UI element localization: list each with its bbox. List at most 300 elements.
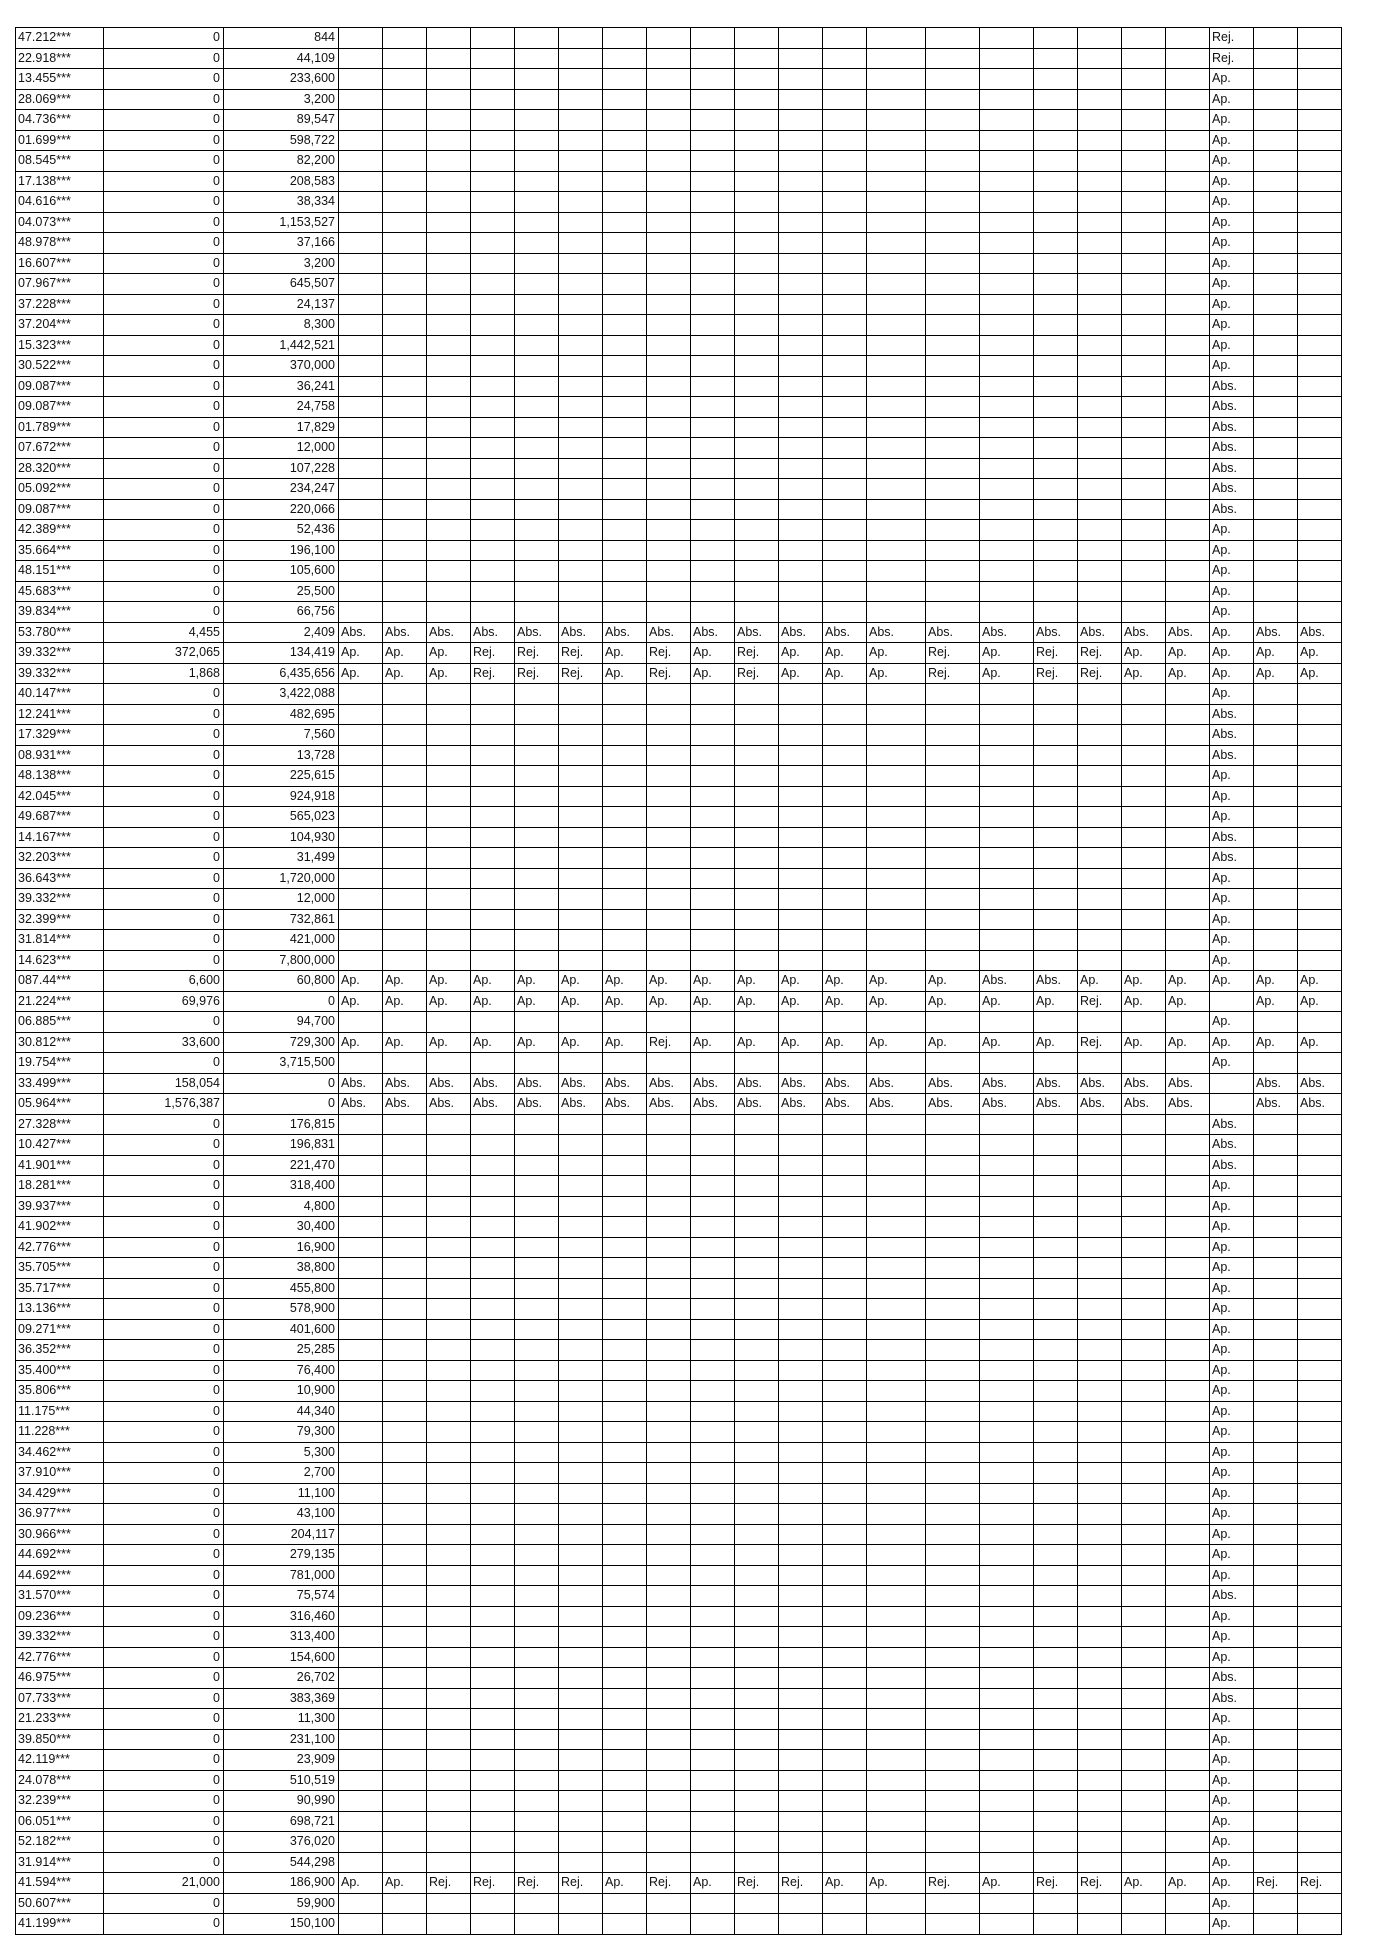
vote-cell xyxy=(1078,1627,1122,1648)
vote-cell xyxy=(515,950,559,971)
vote-cell xyxy=(339,1422,383,1443)
vote-cell: Abs. xyxy=(1254,622,1298,643)
vote-cell xyxy=(515,1176,559,1197)
shares-cell: 0 xyxy=(104,1729,224,1750)
vote-cell xyxy=(427,561,471,582)
vote-cell xyxy=(515,151,559,172)
vote-cell xyxy=(647,1791,691,1812)
vote-cell: Ap. xyxy=(1210,130,1254,151)
shareholder-id-cell: 39.332*** xyxy=(16,643,104,664)
vote-cell xyxy=(1166,848,1210,869)
vote-cell: Ap. xyxy=(1210,581,1254,602)
vote-cell xyxy=(980,1852,1034,1873)
vote-cell xyxy=(1034,1340,1078,1361)
vote-cell xyxy=(867,1729,926,1750)
vote-cell xyxy=(471,1545,515,1566)
vote-cell xyxy=(471,294,515,315)
vote-cell xyxy=(823,1852,867,1873)
vote-cell xyxy=(515,479,559,500)
vote-cell: Abs. xyxy=(1210,848,1254,869)
vote-cell xyxy=(1078,89,1122,110)
vote-cell: Abs. xyxy=(339,1073,383,1094)
vote-cell xyxy=(1034,1627,1078,1648)
vote-cell xyxy=(926,1012,980,1033)
vote-cell xyxy=(1254,1852,1298,1873)
vote-cell: Ap. xyxy=(691,643,735,664)
vote-cell xyxy=(1254,1340,1298,1361)
vote-cell xyxy=(603,725,647,746)
vote-cell xyxy=(779,233,823,254)
vote-cell xyxy=(471,1053,515,1074)
vote-cell xyxy=(823,1524,867,1545)
vote-cell xyxy=(1166,1791,1210,1812)
vote-cell xyxy=(867,1278,926,1299)
vote-cell xyxy=(471,335,515,356)
vote-cell xyxy=(515,684,559,705)
vote-cell xyxy=(1254,110,1298,131)
vote-cell: Ap. xyxy=(823,1873,867,1894)
vote-cell: Ap. xyxy=(1210,1893,1254,1914)
vote-cell xyxy=(471,848,515,869)
vote-cell xyxy=(427,1442,471,1463)
vote-cell: Ap. xyxy=(1210,1299,1254,1320)
vote-cell xyxy=(1298,1729,1342,1750)
vote-cell xyxy=(427,315,471,336)
vote-cell: Abs. xyxy=(1034,1094,1078,1115)
vote-cell: Ap. xyxy=(1078,971,1122,992)
vote-cell xyxy=(647,704,691,725)
vote-cell xyxy=(926,1586,980,1607)
vote-cell xyxy=(1034,192,1078,213)
vote-cell xyxy=(980,48,1034,69)
vote-cell xyxy=(1078,1422,1122,1443)
vote-cell xyxy=(980,479,1034,500)
vote-cell xyxy=(427,1504,471,1525)
vote-cell xyxy=(339,1729,383,1750)
vote-cell xyxy=(735,1832,779,1853)
vote-cell xyxy=(779,1176,823,1197)
vote-cell xyxy=(471,89,515,110)
vote-cell xyxy=(1034,1319,1078,1340)
vote-cell xyxy=(867,602,926,623)
vote-cell xyxy=(603,1565,647,1586)
vote-cell xyxy=(1298,233,1342,254)
vote-cell xyxy=(735,1770,779,1791)
vote-cell: Abs. xyxy=(926,1073,980,1094)
vote-cell xyxy=(1254,868,1298,889)
vote-cell xyxy=(1122,110,1166,131)
vote-cell xyxy=(339,1688,383,1709)
shares-cell: 0 xyxy=(104,130,224,151)
votes-cell: 44,109 xyxy=(224,48,339,69)
vote-cell: Abs. xyxy=(867,1094,926,1115)
votes-cell: 729,300 xyxy=(224,1032,339,1053)
vote-cell xyxy=(1078,48,1122,69)
shareholder-id-cell: 30.522*** xyxy=(16,356,104,377)
vote-cell xyxy=(383,69,427,90)
votes-cell: 75,574 xyxy=(224,1586,339,1607)
table-row xyxy=(16,1258,1342,1279)
shares-cell: 0 xyxy=(104,1627,224,1648)
vote-cell: Ap. xyxy=(1122,1032,1166,1053)
vote-cell xyxy=(823,868,867,889)
vote-cell xyxy=(1166,1278,1210,1299)
vote-cell xyxy=(647,1688,691,1709)
vote-cell xyxy=(779,1463,823,1484)
vote-cell xyxy=(339,1914,383,1935)
vote-cell xyxy=(383,1914,427,1935)
vote-cell xyxy=(867,1586,926,1607)
vote-cell xyxy=(926,356,980,377)
vote-cell xyxy=(383,1832,427,1853)
vote-cell xyxy=(735,1914,779,1935)
vote-cell: Ap. xyxy=(1210,1012,1254,1033)
vote-cell xyxy=(1122,1483,1166,1504)
vote-cell xyxy=(559,1914,603,1935)
votes-cell: 24,758 xyxy=(224,397,339,418)
vote-cell: Ap. xyxy=(1210,1258,1254,1279)
vote-cell xyxy=(647,315,691,336)
vote-cell xyxy=(1122,233,1166,254)
vote-cell xyxy=(1122,704,1166,725)
votes-cell: 225,615 xyxy=(224,766,339,787)
vote-cell xyxy=(1078,233,1122,254)
votes-cell: 0 xyxy=(224,1073,339,1094)
votes-cell: 316,460 xyxy=(224,1606,339,1627)
vote-cell xyxy=(603,1012,647,1033)
vote-cell xyxy=(980,950,1034,971)
vote-cell xyxy=(779,1586,823,1607)
vote-cell xyxy=(1254,602,1298,623)
vote-cell xyxy=(735,69,779,90)
vote-cell xyxy=(603,848,647,869)
vote-cell xyxy=(559,1422,603,1443)
vote-cell xyxy=(1298,89,1342,110)
vote-cell xyxy=(559,212,603,233)
shares-cell: 0 xyxy=(104,786,224,807)
vote-cell xyxy=(1034,48,1078,69)
vote-cell xyxy=(735,1155,779,1176)
vote-cell xyxy=(515,1688,559,1709)
table-row xyxy=(16,458,1342,479)
vote-cell: Abs. xyxy=(980,622,1034,643)
vote-cell xyxy=(1078,1196,1122,1217)
votes-cell: 578,900 xyxy=(224,1299,339,1320)
vote-cell xyxy=(1122,930,1166,951)
vote-cell xyxy=(1166,458,1210,479)
vote-cell: Abs. xyxy=(1210,1586,1254,1607)
vote-cell xyxy=(1078,930,1122,951)
shareholder-id-cell: 44.692*** xyxy=(16,1565,104,1586)
vote-cell xyxy=(1078,376,1122,397)
shareholder-id-cell: 49.687*** xyxy=(16,807,104,828)
vote-cell xyxy=(779,397,823,418)
vote-cell: Ap. xyxy=(867,991,926,1012)
vote-cell xyxy=(1078,1012,1122,1033)
vote-cell xyxy=(691,479,735,500)
vote-cell xyxy=(1166,89,1210,110)
vote-cell xyxy=(1122,889,1166,910)
vote-cell xyxy=(779,1668,823,1689)
vote-cell xyxy=(559,827,603,848)
vote-cell xyxy=(691,356,735,377)
vote-cell: Abs. xyxy=(1210,376,1254,397)
vote-cell xyxy=(867,1914,926,1935)
shareholder-id-cell: 16.607*** xyxy=(16,253,104,274)
vote-cell xyxy=(867,520,926,541)
vote-cell xyxy=(471,1463,515,1484)
vote-cell xyxy=(1254,889,1298,910)
vote-cell xyxy=(1254,766,1298,787)
shares-cell: 6,600 xyxy=(104,971,224,992)
vote-cell xyxy=(779,1627,823,1648)
shareholder-id-cell: 11.175*** xyxy=(16,1401,104,1422)
table-row xyxy=(16,1586,1342,1607)
vote-cell xyxy=(603,1278,647,1299)
shares-cell: 0 xyxy=(104,1565,224,1586)
vote-cell xyxy=(1254,1053,1298,1074)
vote-cell xyxy=(823,1668,867,1689)
vote-cell xyxy=(1166,1155,1210,1176)
vote-cell xyxy=(427,1709,471,1730)
shares-cell: 0 xyxy=(104,1053,224,1074)
vote-cell xyxy=(559,1360,603,1381)
vote-cell xyxy=(735,868,779,889)
vote-cell xyxy=(339,212,383,233)
vote-cell xyxy=(471,192,515,213)
shares-cell: 0 xyxy=(104,1545,224,1566)
vote-cell xyxy=(867,1381,926,1402)
vote-cell: Abs. xyxy=(427,1094,471,1115)
shares-cell: 0 xyxy=(104,417,224,438)
vote-cell xyxy=(867,356,926,377)
shareholder-id-cell: 24.078*** xyxy=(16,1770,104,1791)
vote-cell xyxy=(926,807,980,828)
vote-cell xyxy=(779,950,823,971)
vote-cell xyxy=(427,212,471,233)
shareholder-id-cell: 17.329*** xyxy=(16,725,104,746)
vote-cell xyxy=(691,868,735,889)
vote-cell xyxy=(647,1217,691,1238)
table-row xyxy=(16,1750,1342,1771)
vote-cell xyxy=(339,1586,383,1607)
vote-cell: Rej. xyxy=(1078,1873,1122,1894)
vote-cell: Abs. xyxy=(980,1073,1034,1094)
vote-cell xyxy=(471,253,515,274)
vote-cell: Ap. xyxy=(1210,663,1254,684)
vote-cell xyxy=(559,192,603,213)
table-row xyxy=(16,1155,1342,1176)
vote-cell xyxy=(383,294,427,315)
vote-cell xyxy=(515,1442,559,1463)
vote-cell xyxy=(515,1114,559,1135)
vote-cell xyxy=(1034,1483,1078,1504)
vote-cell: Ap. xyxy=(603,643,647,664)
vote-cell xyxy=(1298,397,1342,418)
vote-cell xyxy=(1166,561,1210,582)
vote-cell xyxy=(1078,1053,1122,1074)
vote-cell xyxy=(867,1237,926,1258)
vote-cell xyxy=(1298,540,1342,561)
vote-cell xyxy=(339,1668,383,1689)
vote-cell xyxy=(1254,253,1298,274)
votes-cell: 220,066 xyxy=(224,499,339,520)
vote-cell xyxy=(1166,1360,1210,1381)
table-row xyxy=(16,1647,1342,1668)
votes-cell: 233,600 xyxy=(224,69,339,90)
vote-cell xyxy=(926,171,980,192)
vote-cell xyxy=(1034,1791,1078,1812)
vote-cell xyxy=(980,171,1034,192)
vote-cell: Ap. xyxy=(980,1873,1034,1894)
vote-cell xyxy=(823,1627,867,1648)
vote-cell xyxy=(647,684,691,705)
vote-cell xyxy=(1078,151,1122,172)
vote-cell xyxy=(691,1176,735,1197)
vote-cell xyxy=(427,1627,471,1648)
votes-cell: 25,285 xyxy=(224,1340,339,1361)
vote-cell xyxy=(779,909,823,930)
vote-cell xyxy=(1122,807,1166,828)
vote-cell xyxy=(823,315,867,336)
vote-cell xyxy=(383,1483,427,1504)
vote-cell xyxy=(515,1627,559,1648)
vote-cell xyxy=(515,499,559,520)
vote-cell: Ap. xyxy=(1298,643,1342,664)
vote-cell xyxy=(1254,1647,1298,1668)
votes-cell: 94,700 xyxy=(224,1012,339,1033)
vote-cell xyxy=(1166,1012,1210,1033)
vote-cell xyxy=(735,950,779,971)
vote-cell: Ap. xyxy=(691,971,735,992)
vote-cell xyxy=(1254,950,1298,971)
vote-cell xyxy=(980,274,1034,295)
vote-cell xyxy=(471,1299,515,1320)
vote-cell xyxy=(1254,1504,1298,1525)
vote-cell: Rej. xyxy=(559,663,603,684)
shares-cell: 0 xyxy=(104,356,224,377)
vote-cell xyxy=(1034,315,1078,336)
vote-cell xyxy=(1254,745,1298,766)
vote-cell xyxy=(691,930,735,951)
vote-cell xyxy=(383,130,427,151)
vote-cell xyxy=(647,1524,691,1545)
vote-cell: Rej. xyxy=(471,1873,515,1894)
vote-cell xyxy=(471,1278,515,1299)
vote-cell xyxy=(926,1504,980,1525)
votes-cell: 66,756 xyxy=(224,602,339,623)
vote-cell: Ap. xyxy=(427,991,471,1012)
vote-cell xyxy=(1078,212,1122,233)
table-row xyxy=(16,212,1342,233)
vote-cell xyxy=(1034,561,1078,582)
vote-cell xyxy=(559,458,603,479)
vote-cell xyxy=(926,417,980,438)
vote-cell xyxy=(867,294,926,315)
vote-cell xyxy=(515,1278,559,1299)
vote-cell xyxy=(1078,1258,1122,1279)
vote-cell xyxy=(1298,745,1342,766)
vote-cell xyxy=(383,438,427,459)
vote-cell xyxy=(647,1299,691,1320)
vote-cell xyxy=(427,1012,471,1033)
vote-cell xyxy=(1034,130,1078,151)
vote-cell xyxy=(339,1545,383,1566)
vote-cell xyxy=(383,930,427,951)
vote-cell xyxy=(691,1811,735,1832)
vote-cell xyxy=(867,540,926,561)
vote-cell xyxy=(735,1135,779,1156)
vote-cell: Ap. xyxy=(383,643,427,664)
vote-cell xyxy=(1034,868,1078,889)
shareholder-id-cell: 39.332*** xyxy=(16,663,104,684)
shareholder-id-cell: 34.462*** xyxy=(16,1442,104,1463)
vote-cell xyxy=(1166,1381,1210,1402)
vote-cell: Abs. xyxy=(515,1094,559,1115)
shareholder-id-cell: 32.399*** xyxy=(16,909,104,930)
vote-cell xyxy=(339,704,383,725)
vote-cell xyxy=(779,417,823,438)
vote-cell xyxy=(1298,294,1342,315)
vote-cell xyxy=(1078,130,1122,151)
vote-cell xyxy=(926,48,980,69)
vote-cell: Abs. xyxy=(691,622,735,643)
vote-cell xyxy=(1166,786,1210,807)
vote-cell xyxy=(427,827,471,848)
vote-cell xyxy=(603,540,647,561)
shareholder-id-cell: 46.975*** xyxy=(16,1668,104,1689)
vote-cell xyxy=(427,294,471,315)
vote-cell xyxy=(1254,1422,1298,1443)
vote-cell xyxy=(383,274,427,295)
vote-cell xyxy=(735,1217,779,1238)
vote-cell xyxy=(1034,1053,1078,1074)
vote-cell xyxy=(691,1278,735,1299)
vote-cell xyxy=(735,807,779,828)
vote-cell: Ap. xyxy=(1254,663,1298,684)
vote-cell: Ap. xyxy=(1210,1053,1254,1074)
vote-cell xyxy=(1078,1893,1122,1914)
vote-cell xyxy=(779,1258,823,1279)
shares-cell: 0 xyxy=(104,1012,224,1033)
vote-cell xyxy=(559,1401,603,1422)
vote-cell xyxy=(779,1401,823,1422)
vote-cell xyxy=(691,294,735,315)
vote-cell xyxy=(867,1709,926,1730)
vote-cell xyxy=(603,274,647,295)
vote-cell xyxy=(471,417,515,438)
vote-cell xyxy=(515,1196,559,1217)
shares-cell: 0 xyxy=(104,704,224,725)
vote-cell xyxy=(867,807,926,828)
vote-cell xyxy=(980,1381,1034,1402)
vote-cell: Abs. xyxy=(471,1094,515,1115)
vote-cell: Ap. xyxy=(926,991,980,1012)
vote-cell xyxy=(980,356,1034,377)
vote-cell xyxy=(647,1647,691,1668)
vote-cell xyxy=(515,1914,559,1935)
vote-cell xyxy=(779,1483,823,1504)
shares-cell: 21,000 xyxy=(104,1873,224,1894)
vote-cell xyxy=(471,1217,515,1238)
vote-cell xyxy=(1254,212,1298,233)
vote-cell xyxy=(1254,294,1298,315)
shares-cell: 0 xyxy=(104,1217,224,1238)
shares-cell: 158,054 xyxy=(104,1073,224,1094)
vote-cell xyxy=(980,212,1034,233)
votes-cell: 176,815 xyxy=(224,1114,339,1135)
vote-cell xyxy=(339,684,383,705)
